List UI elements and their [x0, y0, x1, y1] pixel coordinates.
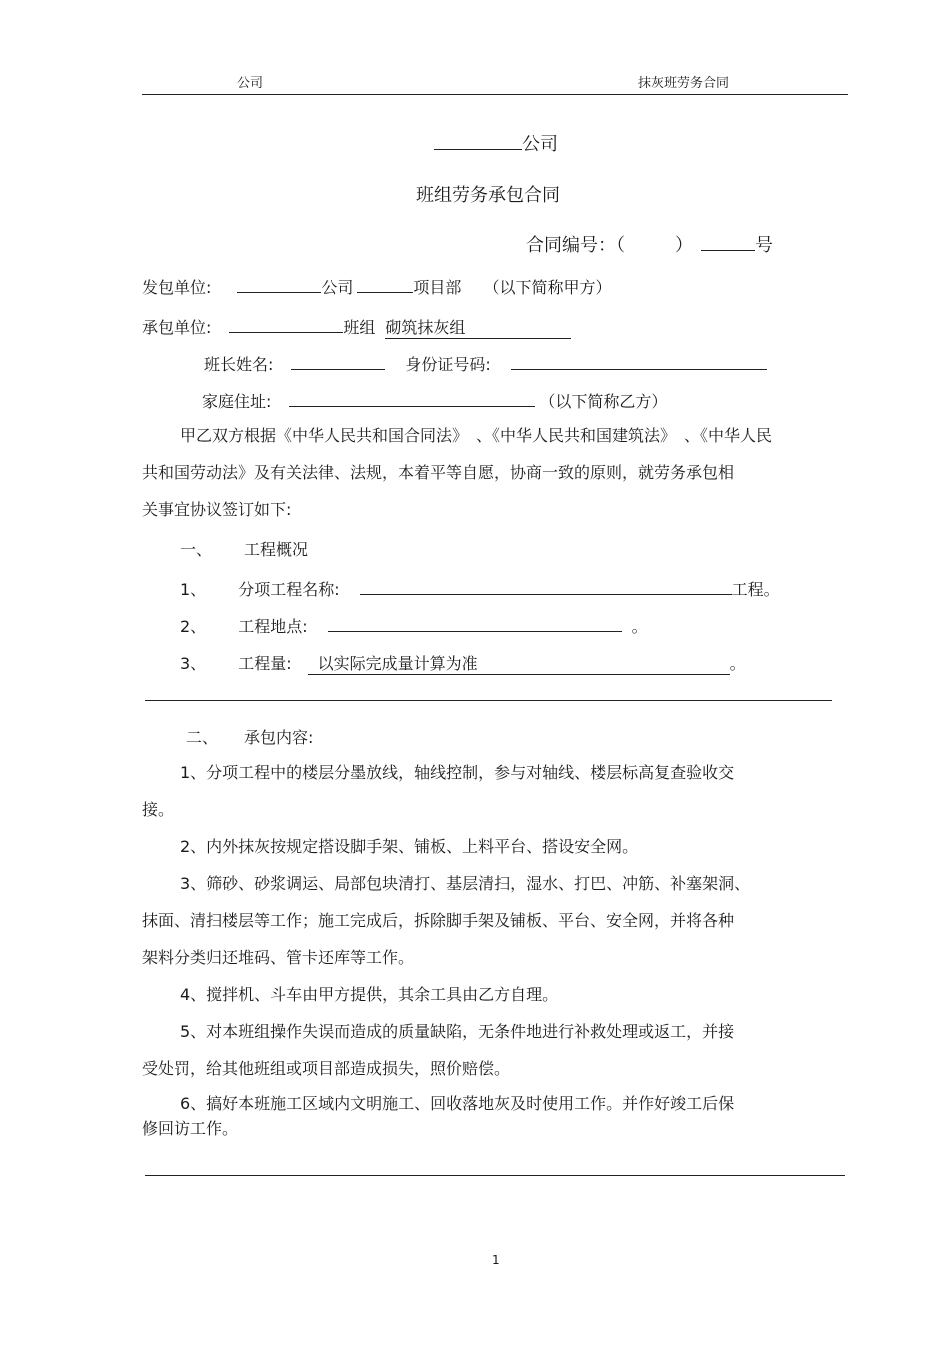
quantity-label: 工程量:	[238, 654, 292, 673]
header-company: 公司	[237, 76, 264, 91]
party-a-note: （以下简称甲方）	[483, 278, 612, 297]
item-number: 2、	[180, 617, 207, 636]
clause-6-line-1: 6、搞好本班施工区域内文明施工、回收落地灰及时使用工作。并作好竣工后保	[180, 1094, 735, 1113]
quantity-item	[180, 651, 746, 675]
title-company-line	[434, 130, 558, 156]
section-divider	[145, 700, 832, 701]
subcontractor-blank	[229, 314, 343, 333]
id-number-label: 身份证号码:	[405, 355, 491, 374]
contract-number-suffix: 号	[755, 235, 773, 256]
contract-number-close: ）	[675, 235, 693, 256]
contractor-label: 发包单位:	[142, 278, 212, 297]
contractor-company-suffix: 公司	[321, 278, 354, 297]
clause-4: 4、搅拌机、斗车由甲方提供，其余工具由乙方自理。	[180, 985, 559, 1004]
quantity-suffix: 。	[729, 654, 746, 673]
contractor-line	[142, 274, 611, 298]
leader-name-blank	[291, 351, 385, 370]
project-name-label: 分项工程名称:	[238, 580, 340, 599]
section-2-title: 承包内容:	[244, 728, 314, 747]
project-location-blank	[328, 613, 622, 632]
footer-rule	[145, 1175, 845, 1176]
project-location-label: 工程地点:	[238, 617, 308, 636]
preamble-line-1: 甲乙双方根据《中华人民共和国合同法》 、《中华人民共和国建筑法》 、《中华人民	[180, 426, 773, 445]
project-name-suffix: 工程。	[731, 580, 780, 599]
project-name-blank	[360, 576, 732, 595]
preamble-line-2: 共和国劳动法》及有关法律、法规，本着平等自愿，协商一致的原则，就劳务承包相	[142, 463, 735, 482]
quantity-value: 以实际完成量计算为准	[308, 651, 730, 675]
header-doc-title: 抹灰班劳务合同	[638, 76, 730, 91]
section-2-heading	[186, 725, 313, 748]
section-1-title: 工程概况	[244, 540, 309, 559]
preamble-line-3: 关事宜协议签订如下:	[142, 500, 292, 519]
clause-1-line-1: 1、分项工程中的楼层分墨放线，轴线控制，参与对轴线、楼层标高复查验收交	[180, 763, 735, 782]
project-location-item	[180, 613, 648, 637]
clause-3-line-1: 3、筛砂、砂浆调运、局部包块清打、基层清扫，湿水、打巴、冲筋、补塞架洞、	[180, 874, 751, 893]
address-blank	[289, 388, 535, 407]
contract-number-blank	[701, 232, 755, 251]
preamble	[142, 417, 872, 528]
page-title: 班组劳务承包合同	[416, 185, 560, 206]
section-2-number: 二、	[186, 728, 219, 747]
clause-1-line-2: 接。	[142, 800, 175, 819]
project-location-suffix: 。	[631, 617, 648, 636]
page-number: 1	[492, 1253, 500, 1267]
header-rule	[142, 94, 848, 95]
company-name-blank	[434, 131, 522, 150]
subcontractor-line	[142, 314, 571, 339]
team-name: 砌筑抹灰组	[385, 315, 571, 339]
clause-3-line-3: 架料分类归还堆码、管卡还库等工作。	[142, 948, 415, 967]
party-b-note: （以下简称乙方）	[539, 392, 668, 411]
clause-3-line-2: 抹面、清扫楼层等工作；施工完成后，拆除脚手架及铺板、平台、安全网，并将各种	[142, 911, 735, 930]
id-number-blank	[511, 351, 767, 370]
section-1-heading	[180, 537, 308, 560]
contractor-company-blank	[237, 274, 321, 293]
contract-number-label: 合同编号：（	[526, 235, 625, 256]
section-1-number: 一、	[180, 540, 213, 559]
clause-2: 2、内外抹灰按规定搭设脚手架、铺板、上料平台、搭设安全网。	[180, 837, 639, 856]
clause-5-line-1: 5、对本班组操作失误而造成的质量缺陷，无条件地进行补救处理或返工，并接	[180, 1022, 735, 1041]
address-label: 家庭住址:	[202, 392, 272, 411]
project-name-item	[180, 576, 780, 600]
project-dept-label: 项目部	[413, 278, 462, 297]
item-number: 3、	[180, 654, 207, 673]
team-suffix: 班组	[343, 318, 376, 337]
contract-number	[526, 231, 773, 257]
project-dept-blank	[357, 274, 413, 293]
item-number: 1、	[180, 580, 207, 599]
address-line	[202, 388, 667, 412]
leader-label: 班长姓名:	[204, 355, 274, 374]
title-company-suffix: 公司	[522, 134, 558, 155]
subcontractor-label: 承包单位:	[142, 318, 212, 337]
clause-6-line-2: 修回访工作。	[142, 1119, 239, 1138]
clause-5-line-2: 受处罚，给其他班组或项目部造成损失，照价赔偿。	[142, 1059, 511, 1078]
clause-6	[142, 1091, 862, 1141]
section-2-body	[142, 754, 862, 1087]
leader-line	[204, 351, 767, 375]
